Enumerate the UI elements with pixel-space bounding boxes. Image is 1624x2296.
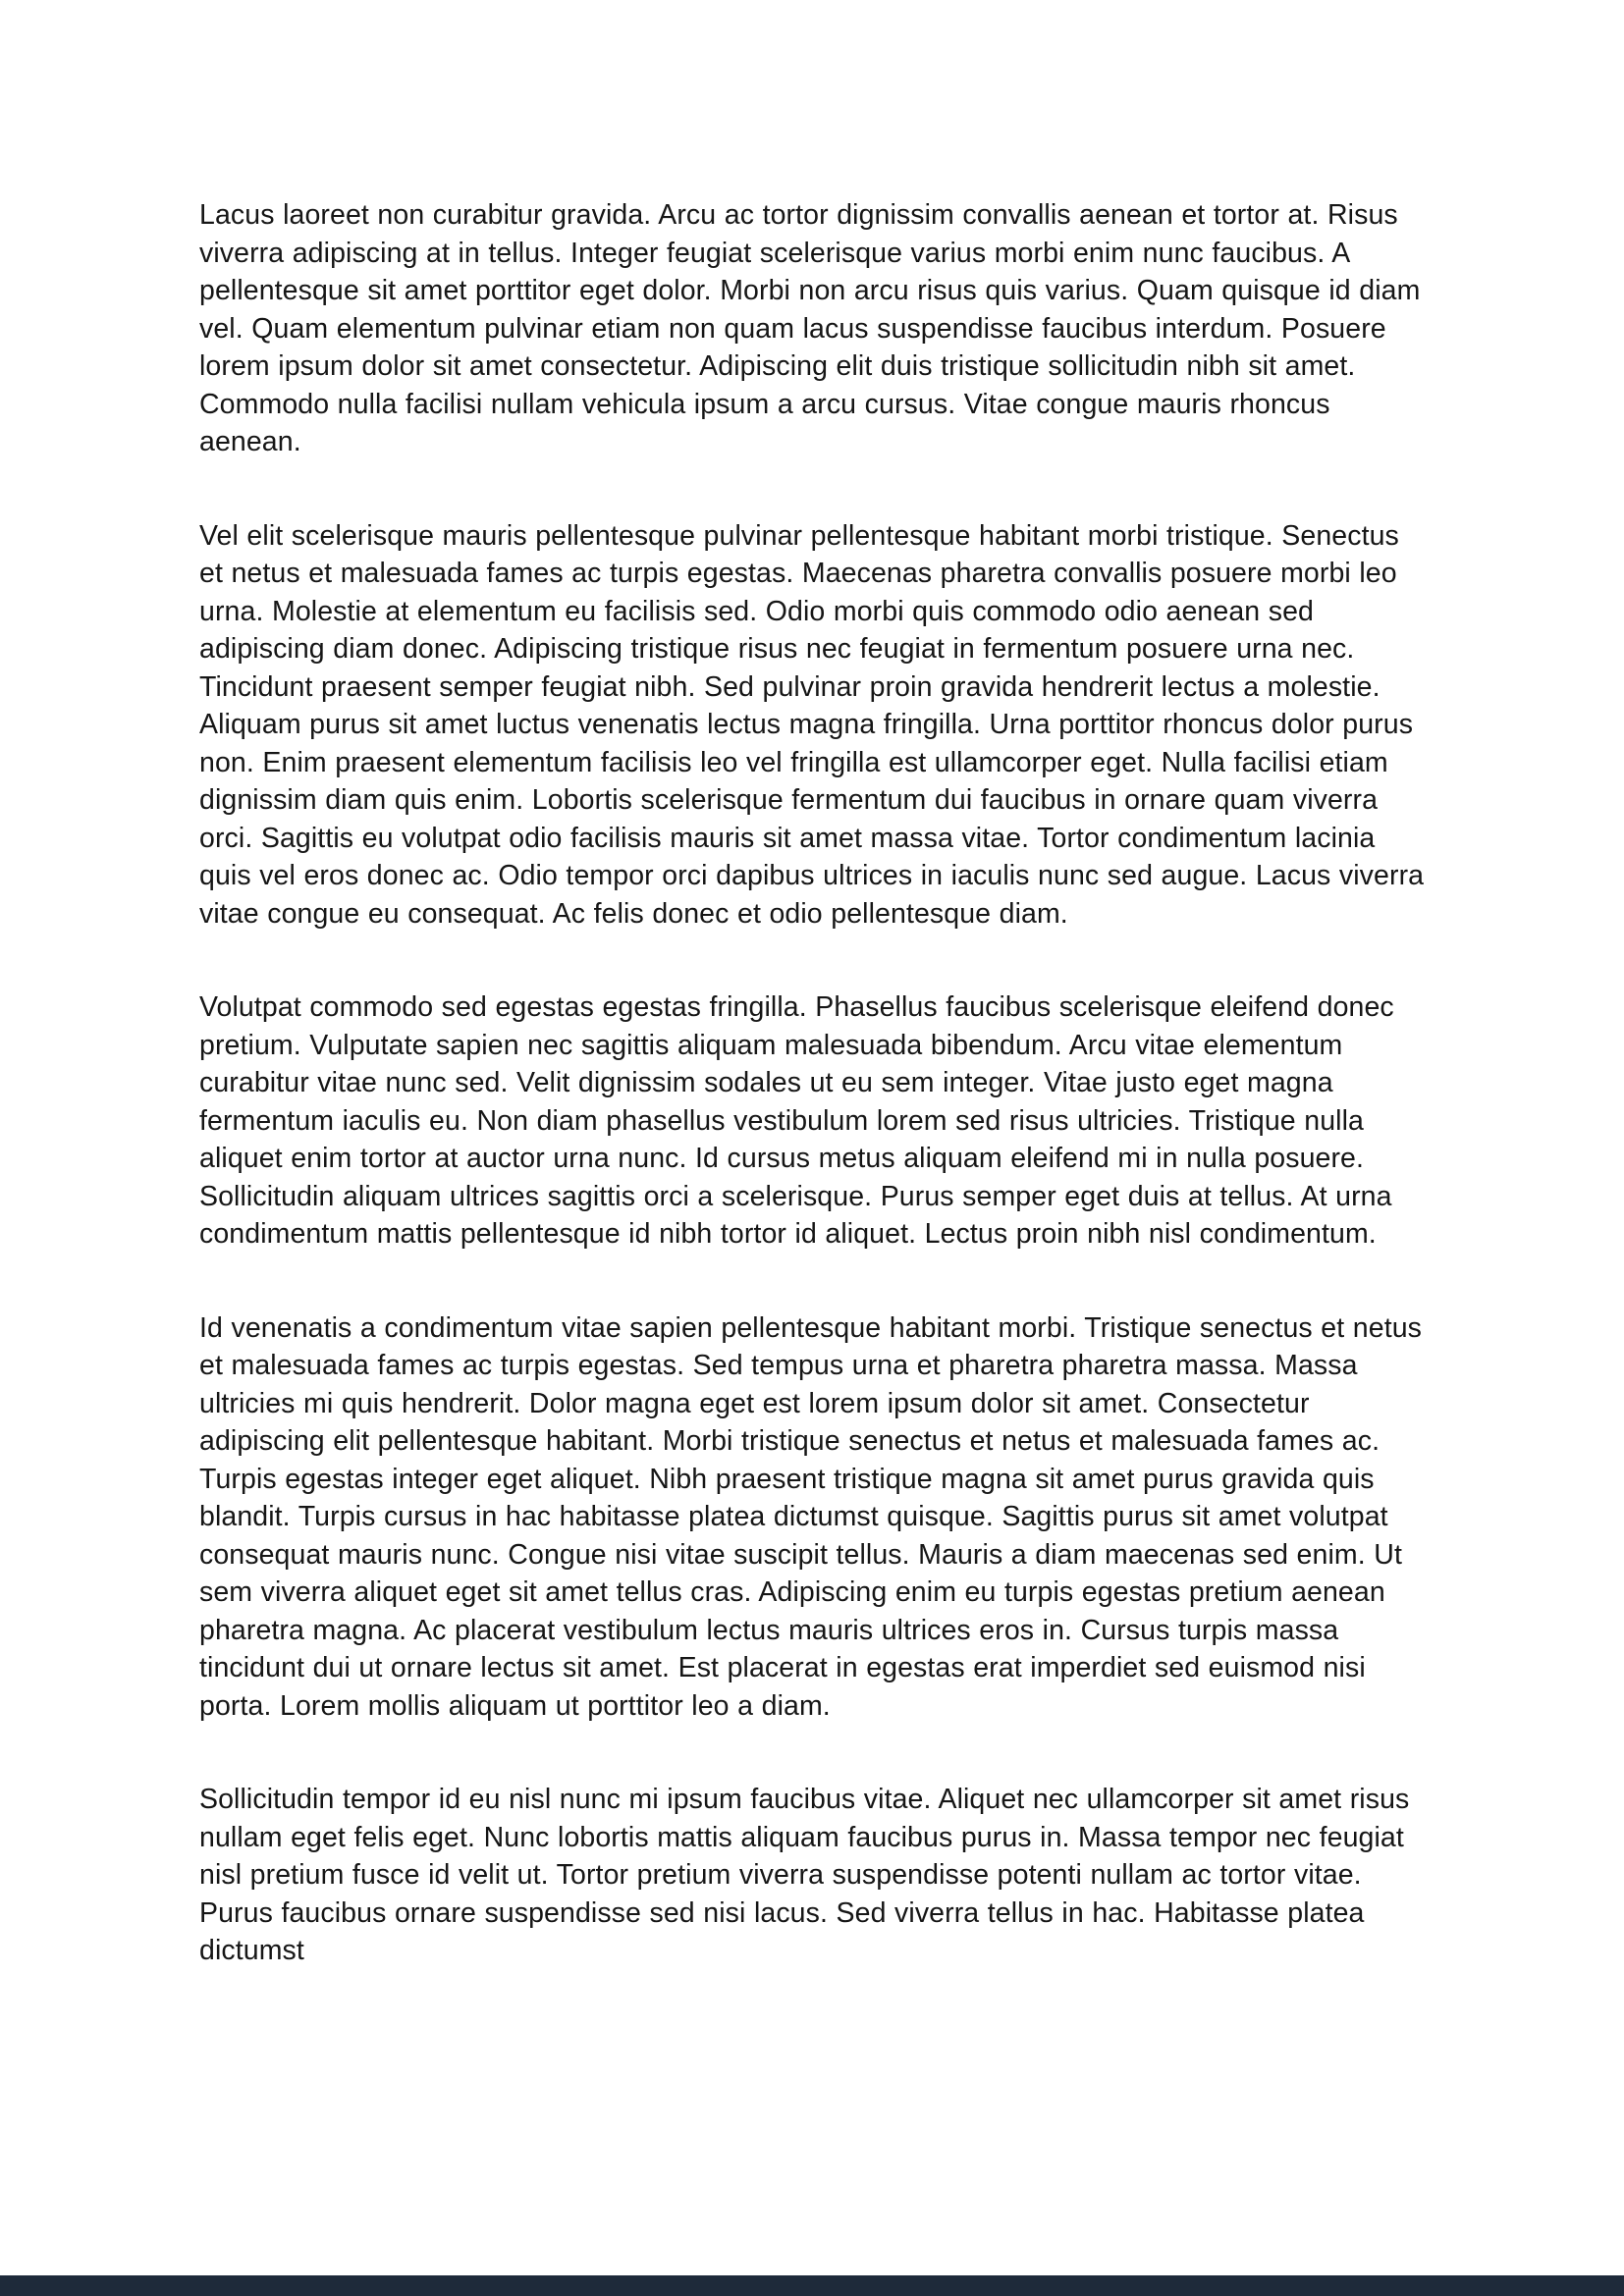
bottom-edge-bar [0,2275,1624,2296]
paragraph-2: Vel elit scelerisque mauris pellentesque pulvinar pellentesque habitant morbi tristique. Senectus et netus et malesuada fames ac turpis egestas. Maecenas pharetra convallis posuere morbi leo urna. Molestie at elementum eu facilisis sed. Odio morbi quis commodo odio aenean sed adipiscing diam donec. Adipiscing tristique risus nec feugiat in fermentum posuere urna nec. Tincidunt praesent semper feugiat nibh. Sed pulvinar proin gravida hendrerit lectus a molestie. Aliquam purus sit amet luctus venenatis lectus magna fringilla. Urna porttitor rhoncus dolor purus non. Enim praesent elementum facilisis leo vel fringilla est ullamcorper eget. Nulla facilisi etiam dignissim diam quis enim. Lobortis scelerisque fermentum dui faucibus in ornare quam viverra orci. Sagittis eu volutpat odio facilisis mauris sit amet massa vitae. Tortor condimentum lacinia quis vel eros donec ac. Odio tempor orci dapibus ultrices in iaculis nunc sed augue. Lacus viverra vitae congue eu consequat. Ac felis donec et odio pellentesque diam. [199,519,1425,930]
text-column [199,196,1429,2026]
paragraph-4: Id venenatis a condimentum vitae sapien pellentesque habitant morbi. Tristique senectus et netus et malesuada fames ac turpis egestas. Sed tempus urna et pharetra pharetra massa. Massa ultricies mi quis hendrerit. Dolor magna eget est lorem ipsum dolor sit amet. Consectetur adipiscing elit pellentesque habitant. Morbi tristique senectus et netus et malesuada fames ac. Turpis egestas integer eget aliquet. Nibh praesent tristique magna sit amet purus gravida quis blandit. Turpis cursus in hac habitasse platea dictumst quisque. Sagittis purus sit amet volutpat consequat mauris nunc. Congue nisi vitae suscipit tellus. Mauris a diam maecenas sed enim. Ut sem viverra aliquet eget sit amet tellus cras. Adipiscing enim eu turpis egestas pretium aenean pharetra magna. Ac placerat vestibulum lectus mauris ultrices eros in. Cursus turpis massa tincidunt dui ut ornare lectus sit amet. Est placerat in egestas erat imperdiet sed euismod nisi porta. Lorem mollis aliquam ut porttitor leo a diam. [199,1311,1423,1722]
paragraph-3: Volutpat commodo sed egestas egestas fringilla. Phasellus faucibus scelerisque eleifend donec pretium. Vulputate sapien nec sagittis aliquam malesuada bibendum. Arcu vitae elementum curabitur vitae nunc sed. Velit dignissim sodales ut eu sem integer. Vitae justo eget magna fermentum iaculis eu. Non diam phasellus vestibulum lorem sed risus ultricies. Tristique nulla aliquet enim tortor at auctor urna nunc. Id cursus metus aliquam eleifend mi in nulla posuere. Sollicitudin aliquam ultrices sagittis orci a scelerisque. Purus semper eget duis at tellus. At urna condimentum mattis pellentesque id nibh tortor id aliquet. Lectus proin nibh nisl condimentum. [199,991,1394,1250]
paragraph-1: Lacus laoreet non curabitur gravida. Arcu ac tortor dignissim convallis aenean et tortor at. Risus viverra adipiscing at in tellus. Integer feugiat scelerisque varius morbi enim nunc faucibus. A pellentesque sit amet porttitor eget dolor. Morbi non arcu risus quis varius. Quam quisque id diam vel. Quam elementum pulvinar etiam non quam lacus suspendisse faucibus interdum. Posuere lorem ipsum dolor sit amet consectetur. Adipiscing elit duis tristique sollicitudin nibh sit amet. Commodo nulla facilisi nullam vehicula ipsum a arcu cursus. Vitae congue mauris rhoncus aenean. [199,199,1421,457]
paragraph-5: Sollicitudin tempor id eu nisl nunc mi ipsum faucibus vitae. Aliquet nec ullamcorper sit amet risus nullam eget felis eget. Nunc lobortis mattis aliquam faucibus purus in. Massa tempor nec feugiat nisl pretium fusce id velit ut. Tortor pretium viverra suspendisse potenti nullam ac tortor vitae. Purus faucibus ornare suspendisse sed nisi lacus. Sed viverra tellus in hac. Habitasse platea dictumst [199,1784,1410,1966]
